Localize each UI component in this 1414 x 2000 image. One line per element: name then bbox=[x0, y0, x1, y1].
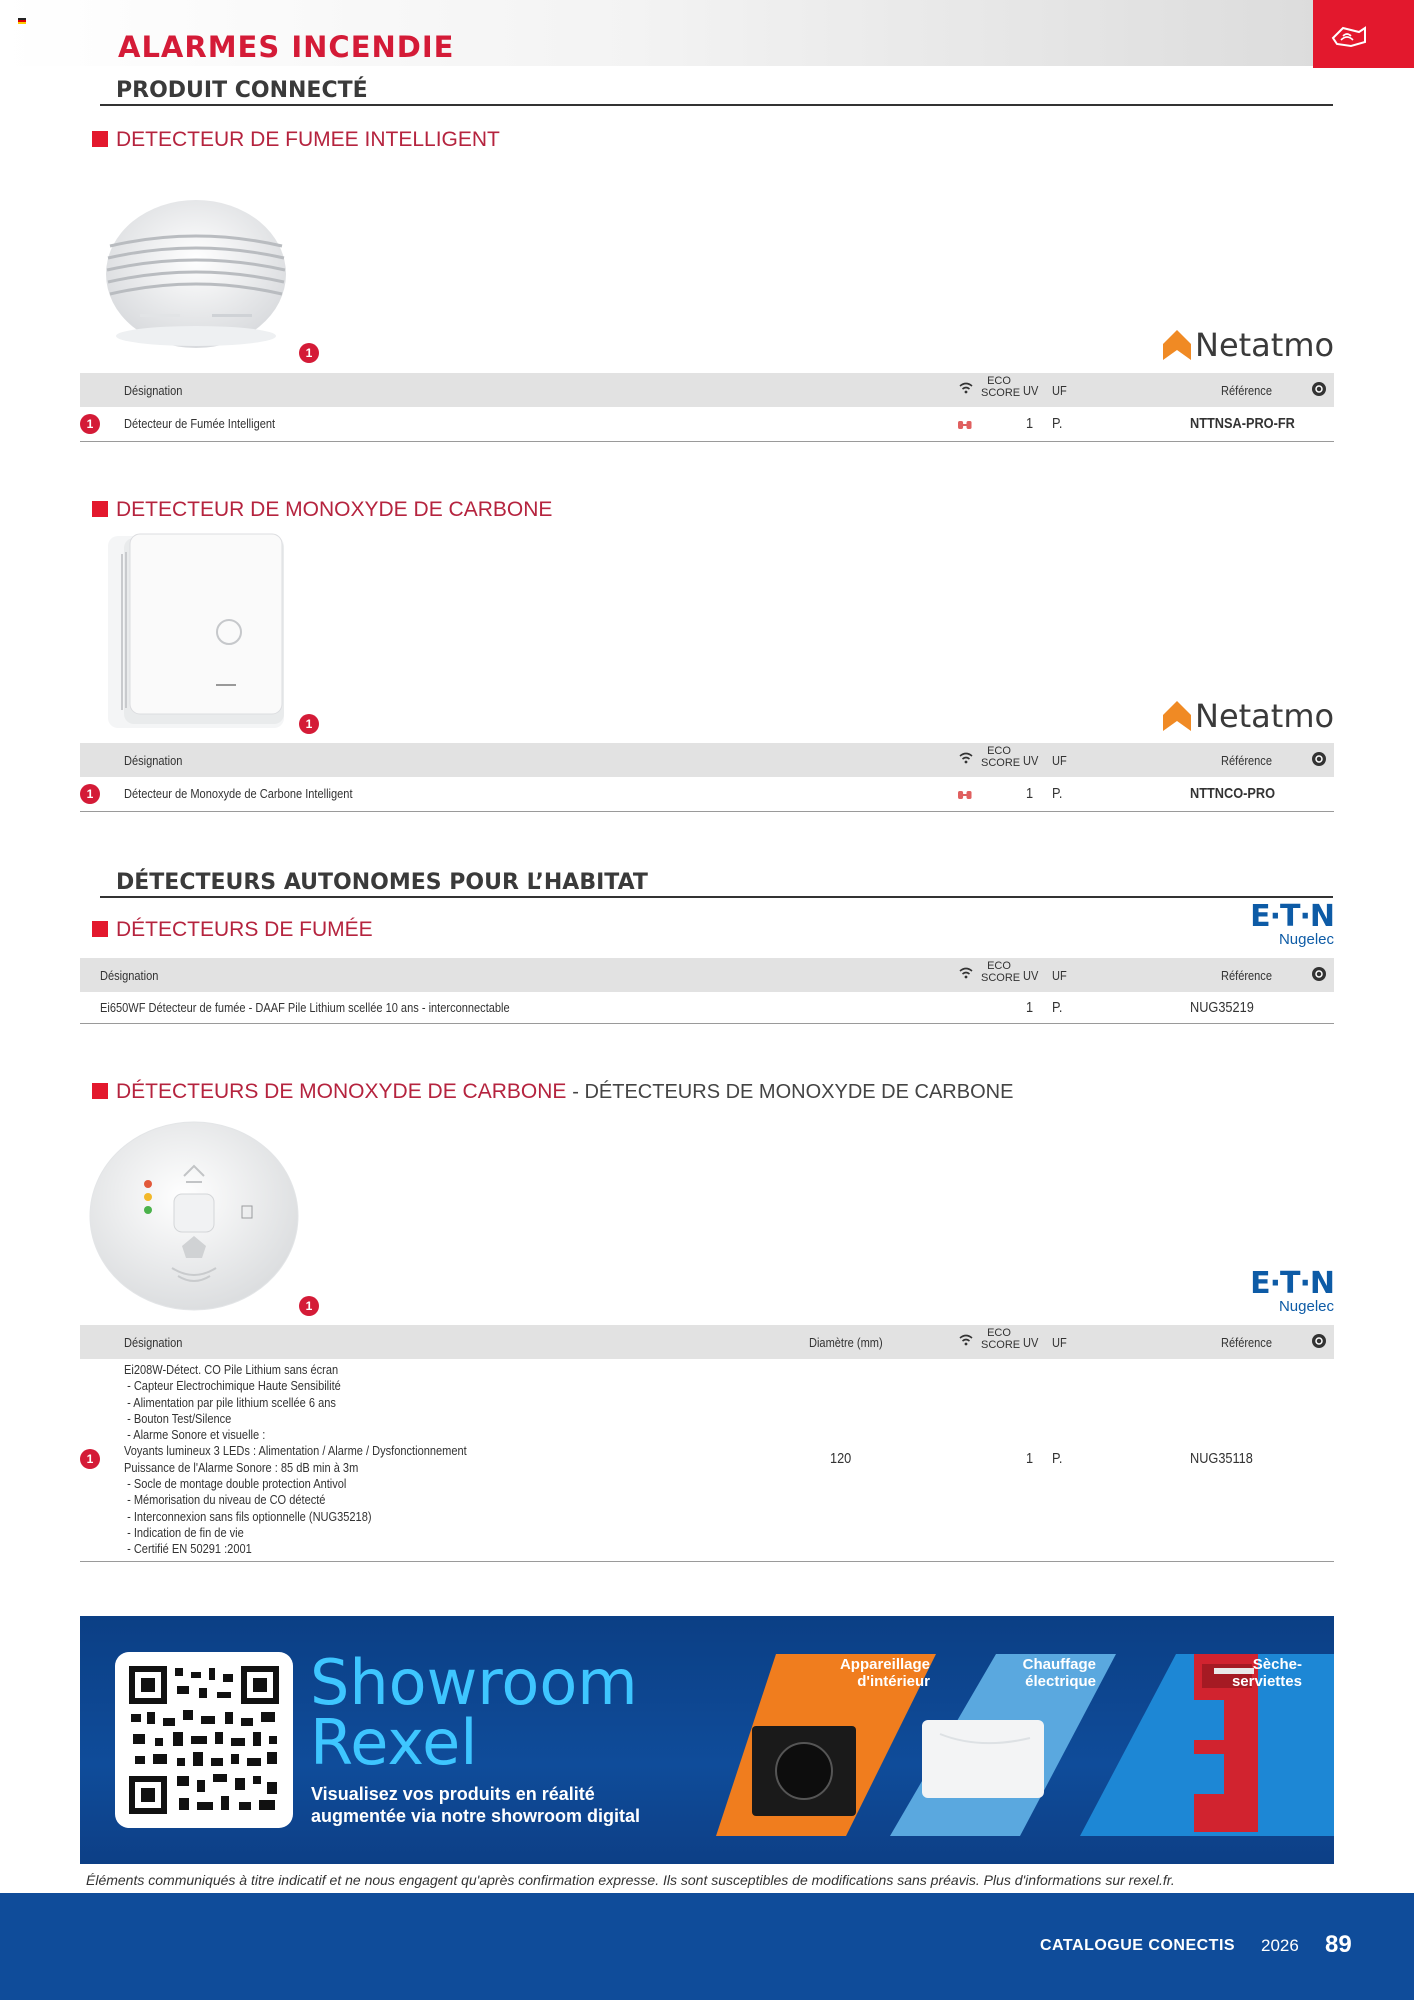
reference-code: NUG35219 bbox=[1190, 999, 1254, 1016]
showroom-banner[interactable] bbox=[80, 1616, 1334, 1864]
reference-code: NTTNCO-PRO bbox=[1190, 785, 1275, 802]
wifi-icon bbox=[959, 752, 973, 767]
table-header: Désignation ECO SCORE UV UF Référence bbox=[80, 743, 1334, 777]
table-row[interactable]: 1 Détecteur de Fumée Intelligent 1 P. NTTNSA-PRO-FR bbox=[80, 407, 1334, 442]
section-title-connected: PRODUIT CONNECTÉ bbox=[116, 78, 368, 103]
catalogue-name: CATALOGUE CONECTIS bbox=[1040, 1937, 1236, 1954]
netatmo-logo-icon bbox=[1163, 701, 1191, 731]
tile-label-electric-heating: Chauffage électrique bbox=[1022, 1656, 1096, 1690]
wifi-icon bbox=[959, 382, 973, 397]
category-tab bbox=[1313, 0, 1414, 68]
recycle-icon bbox=[1311, 381, 1327, 400]
row-number-badge: 1 bbox=[80, 784, 100, 804]
wifi-icon bbox=[959, 967, 973, 982]
reference-code: NUG35118 bbox=[1190, 1450, 1253, 1467]
subtitle-smoke-auto: DÉTECTEURS DE FUMÉE bbox=[92, 918, 373, 942]
brand-logo-netatmo: Netatmo bbox=[1163, 698, 1334, 734]
page-number: 89 bbox=[1325, 1931, 1352, 1958]
page-title: ALARMES INCENDIE bbox=[118, 30, 455, 64]
subtitle-co-smart: DETECTEUR DE MONOXYDE DE CARBONE bbox=[92, 498, 552, 522]
product-number-badge: 1 bbox=[299, 714, 319, 734]
banner-tagline-line1: Visualisez vos produits en réalité bbox=[311, 1784, 595, 1804]
recycle-icon bbox=[1311, 751, 1327, 770]
table-row[interactable]: 1 Ei208W-Détect. CO Pile Lithium sans écran - Capteur Electrochimique Haute Sensibilité - Alimentation par pile lithium scellée 6 ans - Bouton Test/Silence - Alarme Sonore et visuelle : Voyants lumineux 3 LEDs : Alimentation / Alarme / Dysfonctionnement Puissance de l'Alarme Sonore : 85 dB min à 3m - Socle de montage double protection Antivol - Mémorisation du niveau de CO détecté - Interconnexion sans fils optionnelle (NUG35218) - Indication de fin de vie - Certifié EN 50291 :2001 120 1 P. NUG35118 bbox=[80, 1359, 1334, 1562]
connected-icon bbox=[958, 418, 972, 433]
section-rule bbox=[100, 104, 1333, 106]
fire-alarm-icon bbox=[1329, 22, 1369, 50]
netatmo-logo-icon bbox=[1163, 330, 1191, 360]
row-number-badge: 1 bbox=[80, 414, 100, 434]
section-rule bbox=[100, 896, 1333, 898]
qr-code[interactable] bbox=[115, 1652, 293, 1828]
table-header: Désignation ECO SCORE UV UF Référence bbox=[80, 373, 1334, 407]
recycle-icon bbox=[1311, 966, 1327, 985]
banner-title-line1: Showroom bbox=[310, 1646, 638, 1719]
co-detector-image bbox=[100, 532, 288, 732]
row-number-badge: 1 bbox=[80, 1449, 100, 1469]
footer bbox=[0, 1893, 1414, 2000]
banner-title-line2: Rexel bbox=[310, 1706, 478, 1779]
reference-code: NTTNSA-PRO-FR bbox=[1190, 415, 1295, 432]
connected-icon bbox=[958, 788, 972, 803]
disclaimer-text: Éléments communiqués à titre indicatif et ne nous engagent qu'après confirmation expresse. Ils sont susceptibles de modifications sans préavis. Plus d'informations sur rexel.fr. bbox=[86, 1872, 1175, 1888]
tile-label-interior-fittings: Appareillage d'intérieur bbox=[839, 1656, 930, 1690]
table-header: Désignation ECO SCORE UV UF Référence bbox=[80, 958, 1334, 992]
brand-logo-eaton-nugelec: E·T·N Nugelec bbox=[1250, 1266, 1334, 1315]
brand-logo-eaton-nugelec: E·T·N Nugelec bbox=[1250, 899, 1334, 948]
table-row[interactable]: Ei650WF Détecteur de fumée - DAAF Pile Lithium scellée 10 ans - interconnectable 1 P. NUG35219 bbox=[80, 992, 1334, 1024]
brand-logo-netatmo: Netatmo bbox=[1163, 327, 1334, 363]
banner-tagline-line2: augmentée via notre showroom digital bbox=[311, 1806, 641, 1826]
tile-label-towel-dryers: Sèche- serviettes bbox=[1231, 1656, 1302, 1690]
qr-code-icon bbox=[129, 1666, 279, 1814]
catalogue-year: 2026 bbox=[1261, 1936, 1299, 1955]
section-title-autonomous: DÉTECTEURS AUTONOMES POUR L’HABITAT bbox=[116, 870, 648, 895]
co-alarm-ei208-image bbox=[86, 1118, 302, 1314]
table-header: Désignation Diamètre (mm) ECO SCORE UV UF Référence bbox=[80, 1325, 1334, 1359]
wifi-icon bbox=[959, 1334, 973, 1349]
subtitle-co-auto: DÉTECTEURS DE MONOXYDE DE CARBONE - DÉTECTEURS DE MONOXYDE DE CARBONE bbox=[92, 1080, 1013, 1104]
recycle-icon bbox=[1311, 1333, 1327, 1352]
smoke-detector-image bbox=[100, 176, 292, 356]
language-flag-icon[interactable] bbox=[18, 18, 26, 24]
product-number-badge: 1 bbox=[299, 343, 319, 363]
product-number-badge: 1 bbox=[299, 1296, 319, 1316]
table-row[interactable]: 1 Détecteur de Monoxyde de Carbone Intelligent 1 P. NTTNCO-PRO bbox=[80, 777, 1334, 812]
subtitle-smoke-smart: DETECTEUR DE FUMEE INTELLIGENT bbox=[92, 128, 500, 152]
